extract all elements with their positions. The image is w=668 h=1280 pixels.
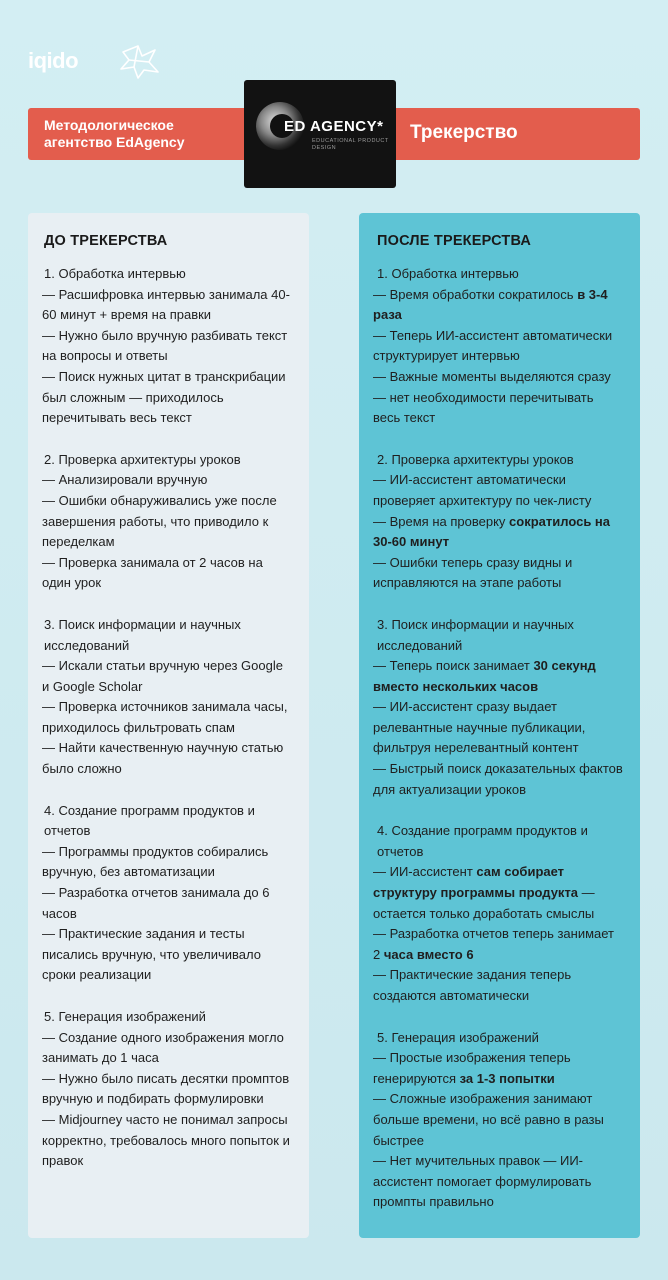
section-line: — Расшифровка интервью занимала 40-60 минут + время на правки: [42, 286, 290, 323]
after-section: [373, 264, 624, 429]
section-line: — Проверка занимала от 2 часов на один урок: [42, 554, 263, 591]
section-heading: 2. Проверка архитектуры уроков: [44, 451, 241, 467]
section-line: — Midjourney часто не понимал запросы корректно, требовалось много попыток и правок: [42, 1111, 290, 1169]
section-line: [373, 470, 624, 511]
section-line: — Поиск нужных цитат в транскрибации был сложным — приходилось перечитывать весь текст: [42, 368, 286, 426]
section-line: — Ошибки обнаруживались уже после завершения работы, что приводило к переделкам: [42, 492, 277, 550]
line-text: — ИИ-ассистент сразу выдает релевантные научные публикации, фильтруя нерелевантный контент: [373, 699, 586, 756]
before-title: ДО ТРЕКЕРСТВА: [44, 233, 168, 249]
line-text: — Теперь поиск занимает: [373, 658, 534, 674]
section-line: [373, 924, 624, 965]
section-line: [373, 326, 624, 367]
before-section: [42, 450, 293, 594]
highlight-text: сократилось на 30-60 минут: [373, 513, 611, 550]
line-text: — Простые изображения теперь генерируются: [373, 1050, 571, 1086]
section-line: [373, 367, 624, 429]
section-heading: 4. Создание программ продуктов и отчетов: [44, 802, 255, 839]
after-section: [373, 821, 624, 1006]
line-text: — Сложные изображения занимают больше времени, но всё равно в разы быстрее: [373, 1091, 604, 1148]
highlight-text: за 1-3 попытки: [459, 1070, 555, 1086]
before-section: [42, 1007, 293, 1172]
section-line: [373, 697, 624, 759]
line-text: — Важные моменты выделяются сразу — нет необходимости перечитывать весь текст: [373, 368, 611, 426]
after-section: [373, 615, 624, 800]
line-text: — Время на проверку: [373, 513, 510, 529]
section-line: — Искали статьи вручную через Google и Google Scholar: [42, 658, 283, 694]
banner-title: Трекерство: [410, 122, 518, 143]
section-line: — Нужно было писать десятки промптов вручную и подбирать формулировки: [42, 1070, 290, 1107]
after-title: ПОСЛЕ ТРЕКЕРСТВА: [377, 233, 532, 249]
after-section: [373, 450, 624, 594]
section-line: [373, 1151, 624, 1213]
section-line: — Нужно было вручную разбивать текст на вопросы и ответы: [42, 327, 288, 364]
section-heading: 1. Обработка интервью: [44, 266, 186, 281]
section-line: — Проверка источников занимала часы, приходилось фильтровать спам: [42, 699, 288, 735]
before-section: [42, 615, 293, 780]
line-text: — Ошибки теперь сразу видны и исправляются на этапе работы: [373, 554, 573, 591]
section-line: [373, 1089, 624, 1151]
section-line: — Создание одного изображения могло занимать до 1 часа: [42, 1029, 284, 1066]
section-heading: 1. Обработка интервью: [377, 266, 519, 281]
section-heading: 3. Поиск информации и научных исследований: [44, 616, 241, 653]
before-section: [42, 264, 293, 429]
line-text: — остается только доработать смыслы: [373, 885, 595, 921]
section-line: — Анализировали вручную: [42, 472, 208, 488]
section-heading: 3. Поиск информации и научных исследований: [377, 616, 574, 653]
line-text: — Быстрый поиск доказательных фактов для актуализации уроков: [373, 761, 623, 797]
highlight-text: в 3-4 раза: [373, 286, 608, 323]
after-section: [373, 1028, 624, 1213]
line-text: — Практические задания теперь создаются автоматически: [373, 967, 572, 1003]
before-section: [42, 801, 293, 986]
after-card: [359, 213, 640, 1238]
line-text: — Разработка отчетов теперь занимает 2: [373, 926, 615, 962]
line-text: — Теперь ИИ-ассистент автоматически структурирует интервью: [373, 327, 613, 364]
highlight-text: часа вместо 6: [383, 946, 474, 962]
line-text: — Нет мучительных правок — ИИ-ассистент помогает формулировать промпты правильно: [373, 1153, 592, 1210]
badge-subtitle: EDUCATIONAL PRODUCT DESIGN: [312, 138, 389, 151]
section-line: — Разработка отчетов занимала до 6 часов: [42, 885, 270, 921]
line-text: — ИИ-ассистент: [373, 864, 477, 880]
section-heading: 4. Создание программ продуктов и отчетов: [377, 823, 588, 859]
section-heading: 5. Генерация изображений: [377, 1029, 539, 1045]
line-text: — Время обработки сократилось: [373, 286, 578, 302]
badge-name: ED AGENCY*: [284, 118, 384, 135]
section-line: [373, 285, 624, 326]
banner-agency-text: Методологическое агентство EdAgency: [44, 117, 185, 150]
section-line: [373, 862, 624, 924]
section-line: — Найти качественную научную статью было сложно: [42, 740, 284, 777]
iqido-logo: iqido: [28, 48, 79, 73]
section-line: [373, 512, 624, 553]
highlight-text: 30 секунд вместо нескольких часов: [373, 658, 596, 694]
section-line: [373, 965, 624, 1006]
section-line: — Программы продуктов собирались вручную, без автоматизации: [42, 843, 269, 880]
spark-icon: [118, 42, 160, 80]
section-line: — Практические задания и тесты писались вручную, что увеличивало сроки реализации: [42, 926, 261, 983]
line-text: — ИИ-ассистент автоматически проверяет архитектуру по чек-листу: [373, 472, 592, 508]
section-line: [373, 553, 624, 594]
section-heading: 2. Проверка архитектуры уроков: [377, 451, 574, 467]
highlight-text: сам собирает структуру программы продукта: [373, 864, 579, 901]
before-card: [28, 213, 309, 1238]
section-line: [373, 1048, 624, 1089]
section-line: [373, 759, 624, 800]
section-heading: 5. Генерация изображений: [44, 1009, 206, 1024]
section-line: [373, 656, 624, 697]
edagency-logo: [244, 80, 396, 188]
